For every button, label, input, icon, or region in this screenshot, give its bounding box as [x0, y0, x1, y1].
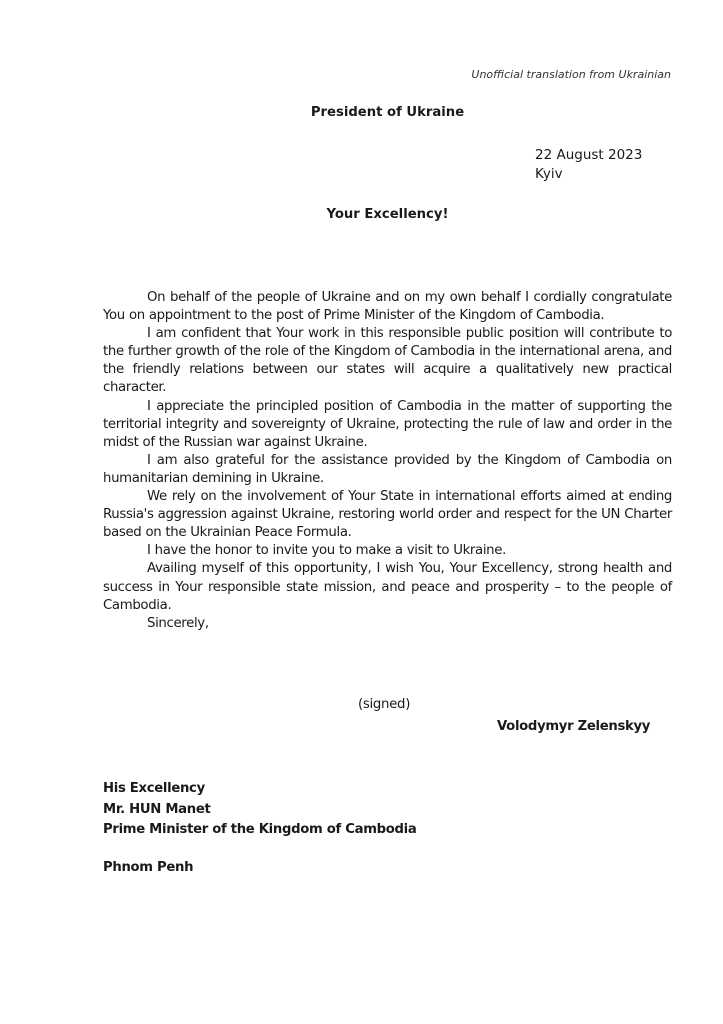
paragraph: I am confident that Your work in this responsible public position will contribute to the further growth of the role of the Kingdom of Cambodia in the international arena, and the friendly relations between our states will acquire a qualitatively new practical character. [103, 326, 672, 396]
paragraph: Availing myself of this opportunity, I wish You, Your Excellency, strong health and success in Your responsible state mission, and peace and prosperity – to the people of Cambodia. [103, 561, 672, 613]
addressee-name: Mr. HUN Manet [103, 801, 211, 817]
salutation: Your Excellency! [326, 207, 449, 222]
addressee-honorific: His Excellency [103, 781, 205, 796]
letter-place: Kyiv [535, 166, 563, 182]
signatory-name: Volodymyr Zelenskyy [497, 719, 651, 734]
signed-note: (signed) [358, 697, 411, 712]
letter-date: 22 August 2023 [535, 147, 643, 163]
paragraph: On behalf of the people of Ukraine and on my own behalf I cordially congratulate You on appointment to the post of Prime Minister of the Kingdom of Cambodia. [103, 290, 672, 324]
closing: Sincerely, [147, 615, 209, 631]
addressee-block [103, 779, 417, 841]
addressee-position: Prime Minister of the Kingdom of Cambodia [103, 822, 417, 837]
addressee-city: Phnom Penh [103, 860, 194, 875]
paragraph: We rely on the involvement of Your State in international efforts aimed at ending Russia's aggression against Ukraine, restoring world order and respect for the UN Charter based on the Ukrainian Peace Formula. [103, 489, 672, 541]
paragraph: I have the honor to invite you to make a visit to Ukraine. [147, 543, 506, 559]
translation-note: Unofficial translation from Ukrainian [471, 68, 671, 81]
paragraph: I appreciate the principled position of Cambodia in the matter of supporting the territorial integrity and sovereignty of Ukraine, protecting the rule of law and order in the midst of the Russian war against Ukraine. [103, 398, 672, 450]
paragraph: I am also grateful for the assistance provided by the Kingdom of Cambodia on humanitarian demining in Ukraine. [103, 452, 672, 486]
letter-title: President of Ukraine [310, 105, 465, 120]
letter-body [103, 289, 672, 633]
date-place-block [535, 146, 642, 184]
